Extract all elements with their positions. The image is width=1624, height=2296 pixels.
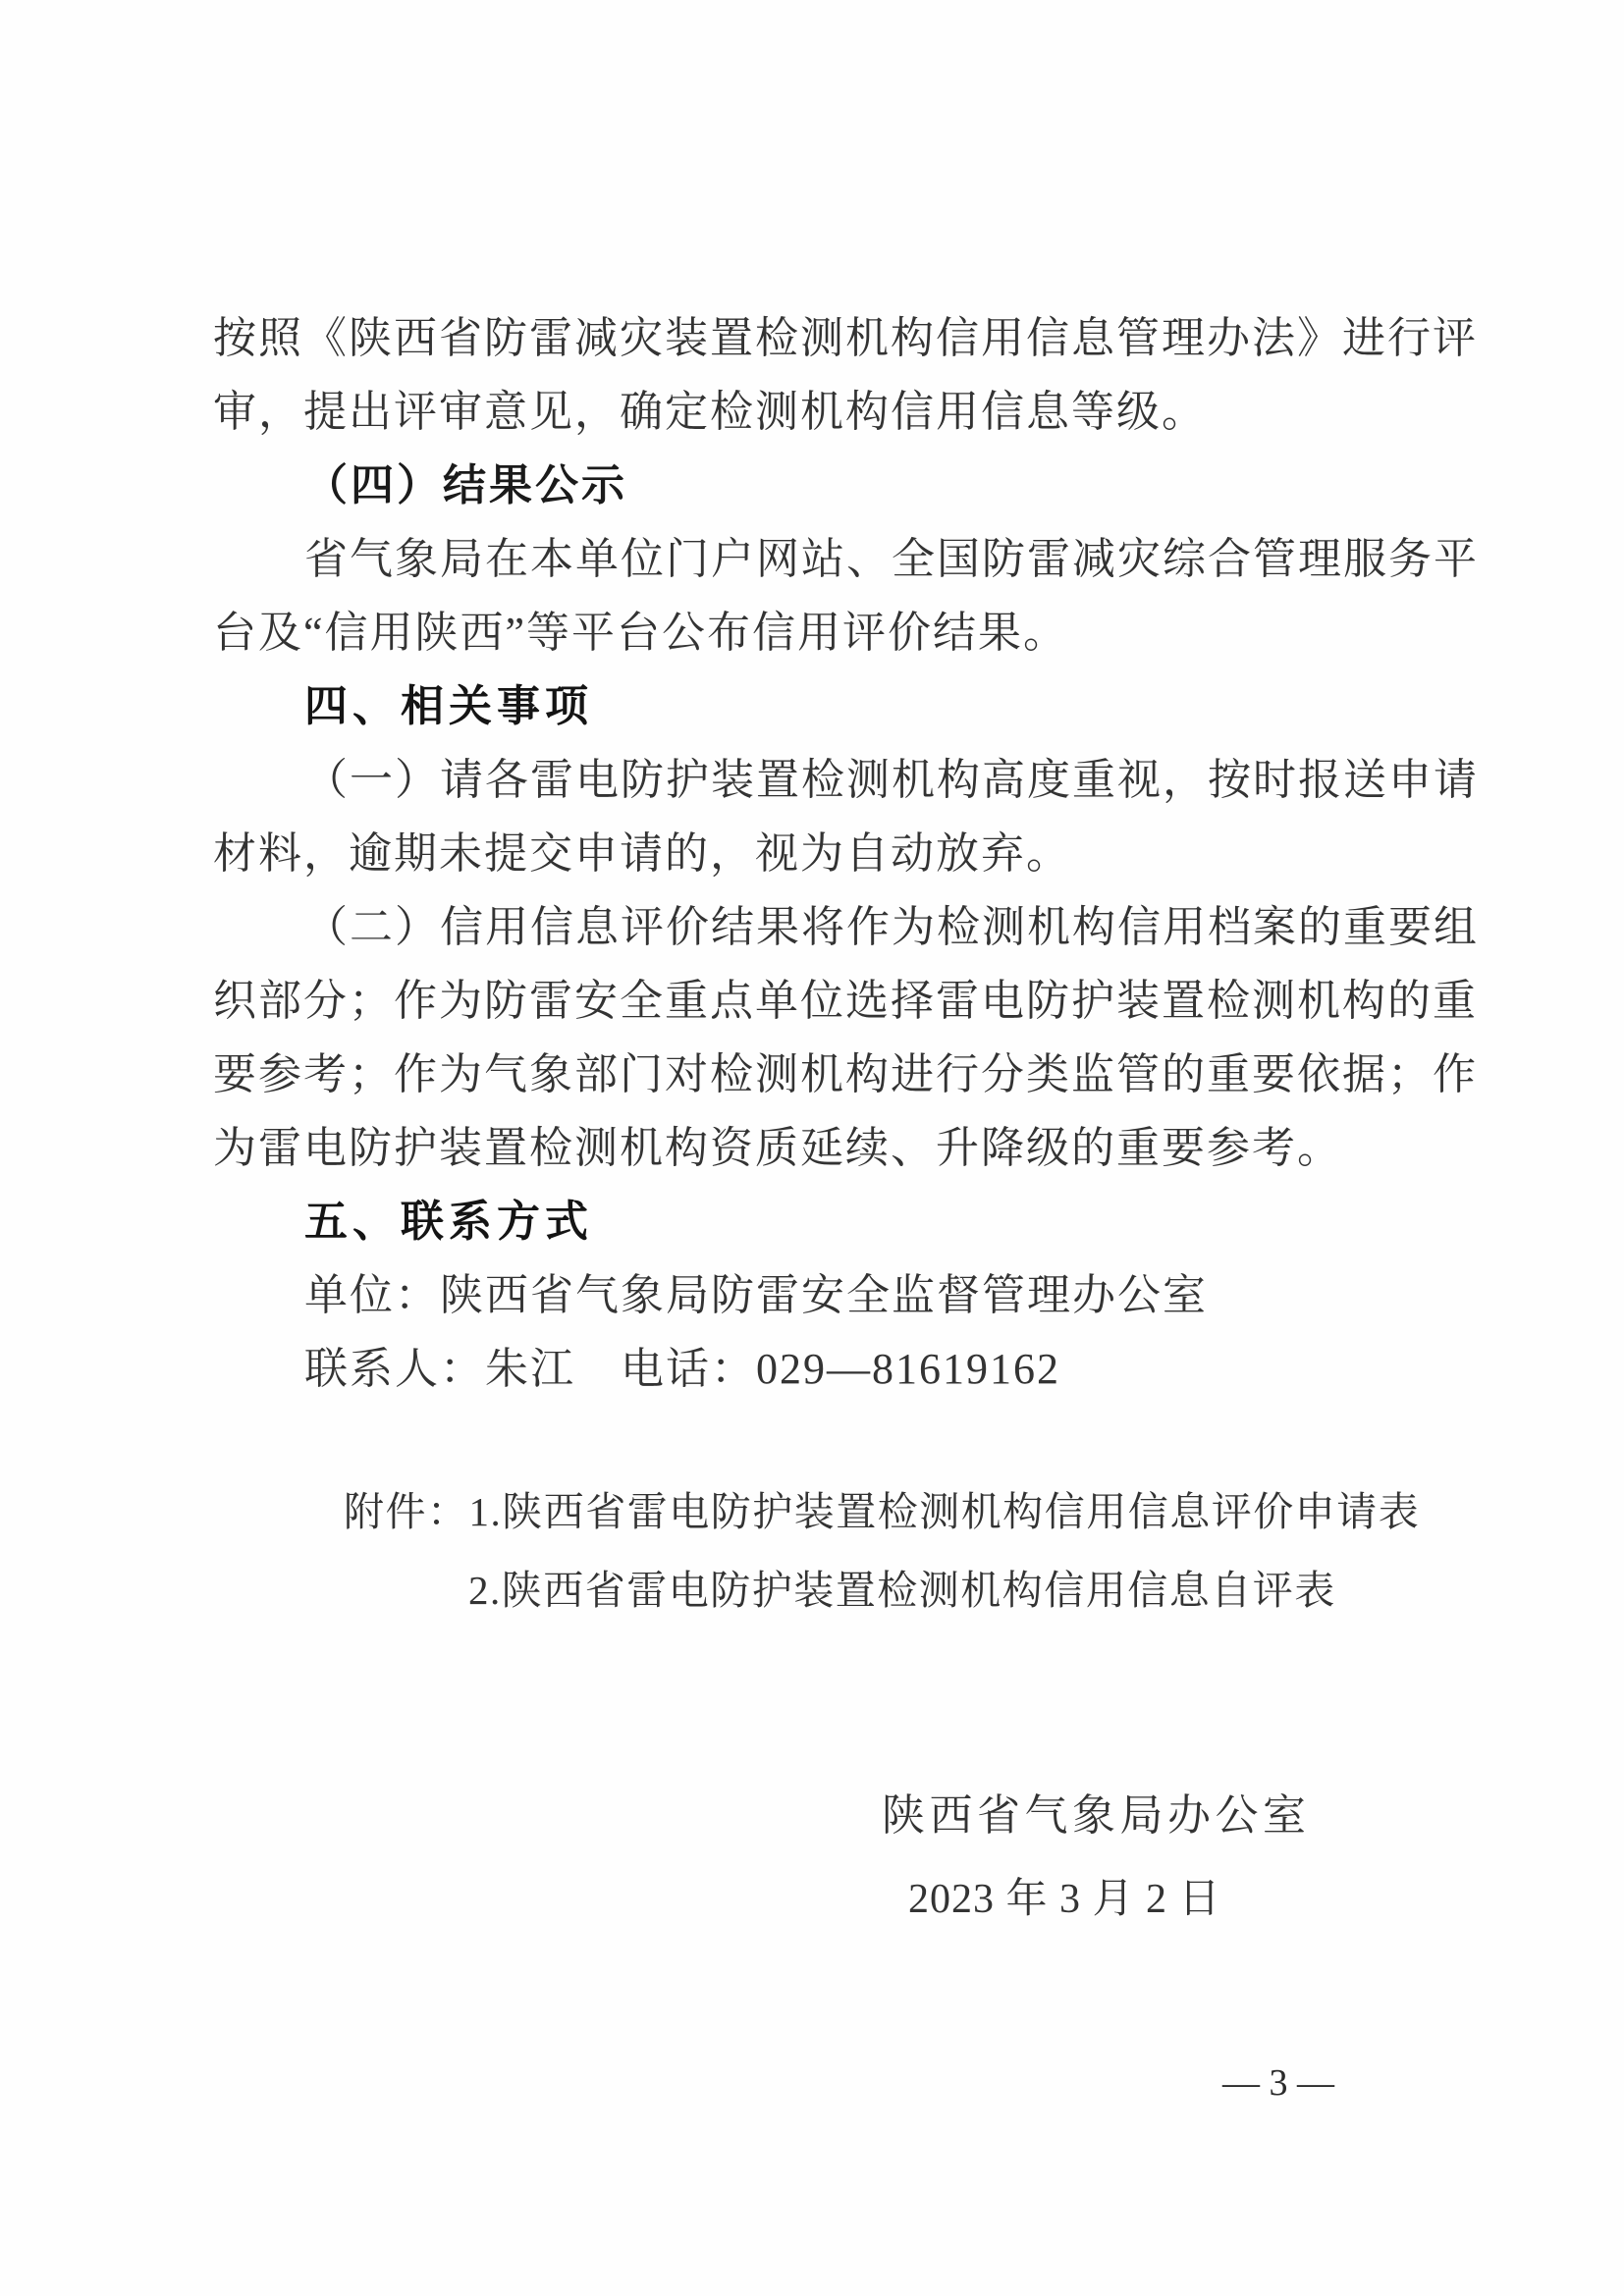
contact-unit-line: 单位：陕西省气象局防雷安全监督管理办公室 bbox=[304, 1271, 1208, 1319]
body-line: （一）请各雷电防护装置检测机构高度重视，按时报送申请 bbox=[304, 756, 1479, 804]
document-body bbox=[213, 301, 1482, 1406]
section-heading-related-matters: 四、相关事项 bbox=[304, 682, 593, 730]
contact-person-line: 联系人：朱江 电话：029—81619162 bbox=[304, 1345, 1060, 1393]
body-line: （二）信用信息评价结果将作为检测机构信用档案的重要组 bbox=[304, 903, 1479, 951]
page-number: — 3 — bbox=[1222, 2062, 1334, 2104]
signature-date: 2023 年 3 月 2 日 bbox=[908, 1877, 1221, 1922]
body-line: 审，提出评审意见，确定检测机构信用信息等级。 bbox=[213, 388, 1207, 436]
body-line: 材料，逾期未提交申请的，视为自动放弃。 bbox=[213, 829, 1071, 878]
section-heading-contact: 五、联系方式 bbox=[304, 1198, 593, 1246]
body-line: 台及“信用陕西”等平台公布信用评价结果。 bbox=[213, 609, 1069, 657]
subsection-heading-result-publicity: （四）结果公示 bbox=[304, 461, 627, 509]
body-line: 省气象局在本单位门户网站、全国防雷减灾综合管理服务平 bbox=[304, 535, 1479, 583]
attachment-line-1: 附件：1.陕西省雷电防护装置检测机构信用信息评价申请表 bbox=[344, 1489, 1421, 1534]
body-line: 织部分；作为防雷安全重点单位选择雷电防护装置检测机构的重 bbox=[213, 977, 1478, 1025]
signature-org: 陕西省气象局办公室 bbox=[882, 1791, 1311, 1840]
attachment-line-2: 2.陕西省雷电防护装置检测机构信用信息自评表 bbox=[468, 1568, 1336, 1613]
body-line: 要参考；作为气象部门对检测机构进行分类监管的重要依据；作 bbox=[213, 1050, 1478, 1098]
body-line: 为雷电防护装置检测机构资质延续、升降级的重要参考。 bbox=[213, 1124, 1342, 1172]
attachments-block bbox=[213, 1472, 1482, 1629]
body-line: 按照《陕西省防雷减灾装置检测机构信用信息管理办法》进行评 bbox=[213, 314, 1478, 362]
